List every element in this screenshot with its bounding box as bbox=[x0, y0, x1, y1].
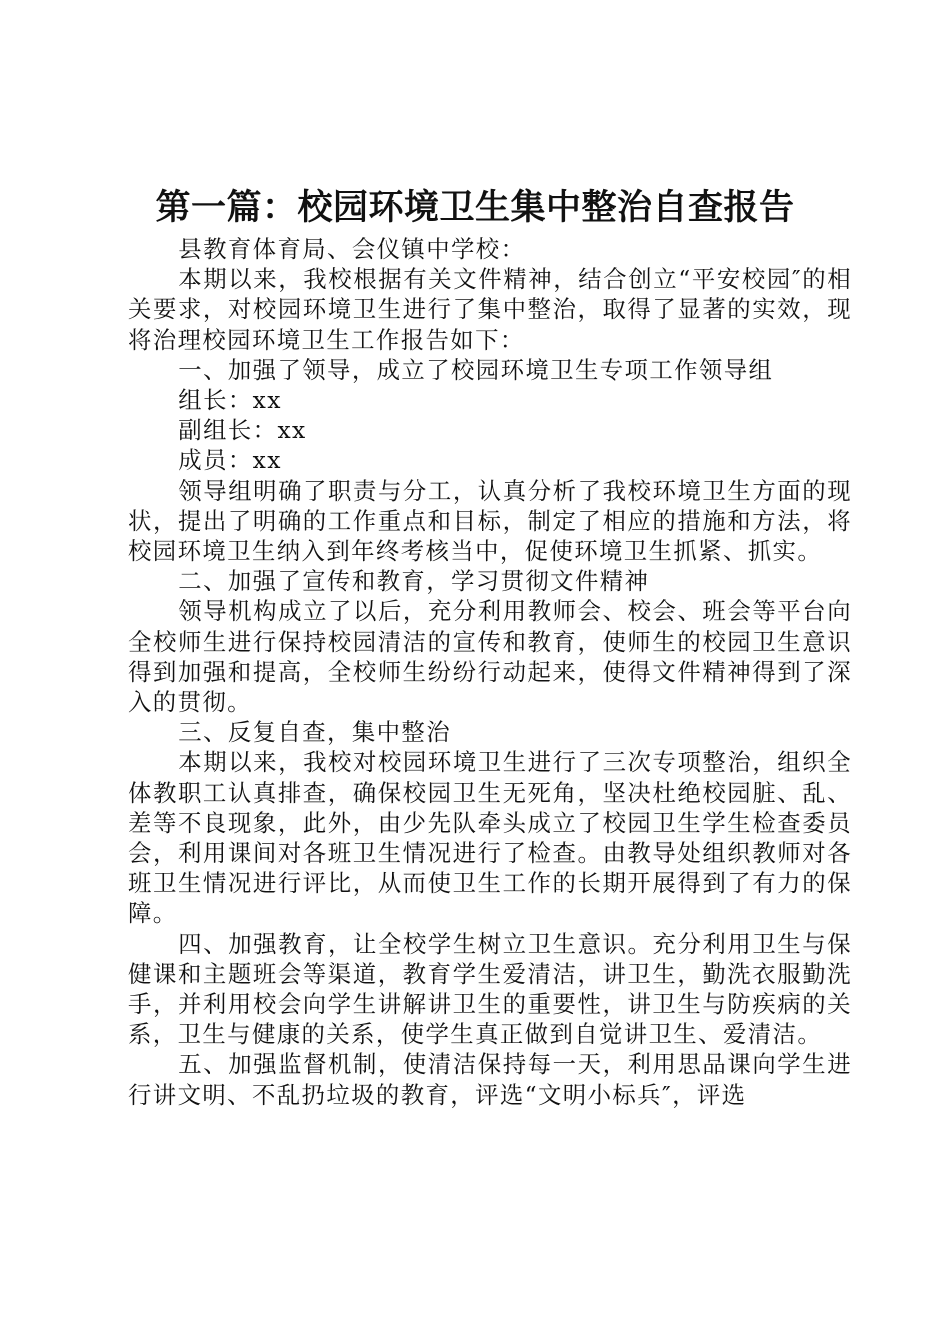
deputy-leader-line: 副组长：xx bbox=[178, 416, 307, 445]
group-leader-line: 组长：xx bbox=[178, 386, 282, 415]
document-title: 第一篇：校园环境卫生集中整治自查报告 bbox=[155, 188, 795, 228]
document-body bbox=[128, 234, 852, 1110]
body-paragraph: 领导机构成立了以后，充分利用教师会、校会、班会等平台向全校师生进行保持校园清洁的宣传和教育，使师生的校园卫生意识得到加强和提高，全校师生纷纷行动起来，使得文件精神得到了深入的贯彻。 bbox=[128, 597, 852, 717]
body-paragraph: 领导组明确了职责与分工，认真分析了我校环境卫生方面的现状，提出了明确的工作重点和目标，制定了相应的措施和方法，将校园环境卫生纳入到年终考核当中，促使环境卫生抓紧、抓实。 bbox=[128, 476, 852, 566]
section-heading-1: 一、加强了领导，成立了校园环境卫生专项工作领导组 bbox=[178, 355, 774, 384]
salutation: 县教育体育局、会仪镇中学校： bbox=[178, 235, 526, 263]
section-paragraph-5: 五、加强监督机制，使清洁保持每一天，利用思品课向学生进行讲文明、不乱扔垃圾的教育，评选“文明小标兵″，评选 bbox=[128, 1050, 852, 1109]
body-paragraph: 本期以来，我校对校园环境卫生进行了三次专项整治，组织全体教职工认真排查，确保校园卫生无死角，坚决杜绝校园脏、乱、差等不良现象，此外，由少先队牵头成立了校园卫生学生检查委员会，利用课间对各班卫生情况进行了检查。由教导处组织教师对各班卫生情况进行评比，从而使卫生工作的长期开展得到了有力的保障。 bbox=[128, 748, 852, 928]
intro-paragraph: 本期以来，我校根据有关文件精神，结合创立“平安校园″的相关要求，对校园环境卫生进行了集中整治，取得了显著的实效，现将治理校园环境卫生工作报告如下： bbox=[128, 265, 852, 354]
section-paragraph-4: 四、加强教育，让全校学生树立卫生意识。充分利用卫生与保健课和主题班会等渠道，教育学生爱清洁，讲卫生，勤洗衣服勤洗手，并利用校会向学生讲解讲卫生的重要性，讲卫生与防疾病的关系，卫生与健康的关系，使学生真正做到自觉讲卫生、爱清洁。 bbox=[128, 929, 852, 1049]
section-heading-2: 二、加强了宣传和教育，学习贯彻文件精神 bbox=[178, 567, 650, 596]
members-line: 成员：xx bbox=[178, 446, 282, 475]
section-heading-3: 三、反复自查，集中整治 bbox=[178, 718, 451, 747]
